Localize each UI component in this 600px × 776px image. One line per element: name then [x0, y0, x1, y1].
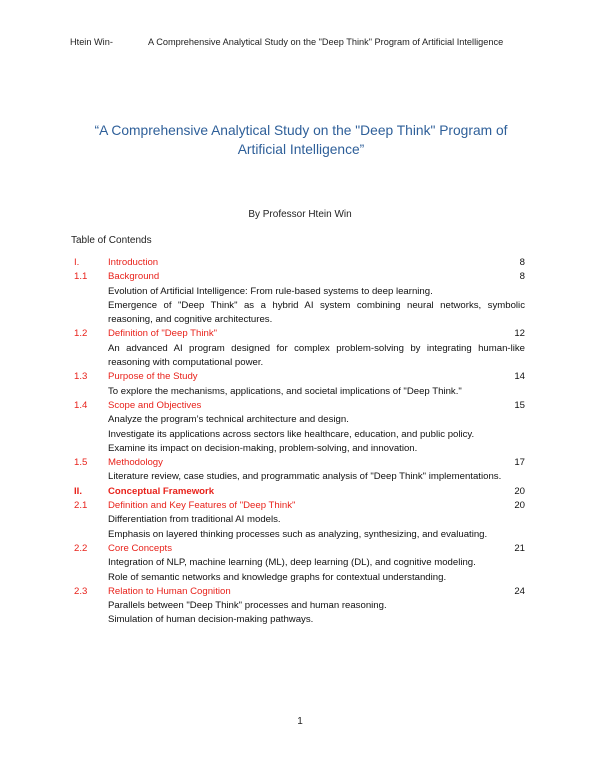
toc-entry-link[interactable]: Definition and Key Features of "Deep Think": [108, 500, 296, 512]
toc-entry-number: 2.3: [74, 585, 88, 597]
toc-entry-description: [108, 285, 525, 328]
toc-entry-link[interactable]: Conceptual Framework: [108, 485, 215, 497]
toc-entry: [70, 542, 525, 585]
toc-entry-row: [70, 542, 525, 556]
toc-entry-link[interactable]: Scope and Objectives: [108, 399, 202, 411]
toc-entry-row: [70, 256, 525, 270]
toc-entry: [70, 399, 525, 456]
toc-entry-description: [108, 599, 525, 628]
toc-entry-row: [70, 327, 525, 341]
toc-entry-page: 21: [514, 542, 525, 554]
toc-description-line: Differentiation from traditional AI models.: [108, 514, 281, 526]
toc-description-line: Literature review, case studies, and programmatic analysis of "Deep Think" implementations.: [108, 471, 502, 483]
toc-entry-number: II.: [74, 485, 82, 497]
toc-entry: [70, 370, 525, 399]
toc-description-line: Evolution of Artificial Intelligence: From rule-based systems to deep learning.: [108, 285, 433, 297]
toc-entry: [70, 270, 525, 327]
toc-entry-page: 14: [514, 371, 525, 383]
toc-entry-number: 1.2: [74, 328, 88, 340]
toc-entry-description: [108, 342, 525, 371]
document-title: “A Comprehensive Analytical Study on the "Deep Think" Program of Artificial Intelligence”: [94, 123, 508, 157]
toc-description-line: An advanced AI program designed for complex problem-solving by integrating human-like reasoning with computational power.: [108, 342, 525, 369]
header-author: Htein Win-: [70, 37, 113, 47]
toc-entry-page: 24: [514, 585, 525, 597]
toc-entry-page: 15: [514, 399, 525, 411]
toc-entry-page: 8: [519, 271, 525, 283]
toc-entry: [70, 456, 525, 485]
toc-entry-link[interactable]: Definition of "Deep Think": [108, 328, 218, 340]
toc-entry-description: [108, 556, 525, 585]
toc-entry-link[interactable]: Core Concepts: [108, 542, 172, 554]
byline: By Professor Htein Win: [248, 209, 352, 220]
toc-entry-page: 17: [514, 457, 525, 469]
toc-entry-number: 2.2: [74, 542, 88, 554]
toc-entry-row: [70, 499, 525, 513]
toc-entry-description: [108, 470, 525, 484]
toc-entry-link[interactable]: Background: [108, 271, 160, 283]
toc-entry-number: 1.4: [74, 399, 88, 411]
toc-entry-number: I.: [74, 257, 80, 268]
running-header: [70, 37, 540, 47]
table-of-contents: [70, 256, 525, 628]
toc-entry-link[interactable]: Methodology: [108, 457, 163, 469]
toc-description-line: Analyze the program’s technical architecture and design.: [108, 414, 349, 426]
toc-entry-link[interactable]: Introduction: [108, 257, 159, 268]
header-running-title: A Comprehensive Analytical Study on the "Deep Think" Program of Artificial Intelligence: [148, 37, 504, 47]
toc-entry-page: 20: [514, 485, 525, 497]
toc-entry-page: 20: [514, 500, 525, 512]
toc-entry: [70, 485, 525, 499]
toc-description-line: Parallels between "Deep Think" processes and human reasoning.: [108, 600, 387, 612]
toc-entry-row: [70, 370, 525, 384]
toc-entry-page: 12: [514, 328, 525, 340]
toc-entry: [70, 327, 525, 370]
toc-description-line: Emergence of "Deep Think" as a hybrid AI system combining neural networks, symbolic reasoning, and cognitive architectures.: [108, 299, 525, 326]
toc-entry-link[interactable]: Relation to Human Cognition: [108, 585, 231, 597]
toc-description-line: Integration of NLP, machine learning (ML), deep learning (DL), and cognitive modeling.: [108, 557, 476, 569]
toc-entry: [70, 585, 525, 628]
toc-entry: [70, 256, 525, 270]
toc-entry-description: [108, 385, 525, 399]
toc-entry: [70, 499, 525, 542]
toc-entry-row: [70, 456, 525, 470]
toc-entry-page: 8: [519, 257, 525, 268]
toc-entry-row: [70, 270, 525, 284]
toc-entry-description: [108, 513, 525, 542]
toc-entry-row: [70, 585, 525, 599]
toc-entry-description: [108, 413, 525, 456]
toc-description-line: Simulation of human decision-making pathways.: [108, 614, 314, 626]
toc-description-line: Examine its impact on decision-making, problem-solving, and innovation.: [108, 442, 418, 454]
toc-entry-number: 1.1: [74, 271, 88, 283]
toc-entry-row: [70, 485, 525, 499]
toc-heading: Table of Contends: [71, 235, 152, 246]
toc-description-line: Role of semantic networks and knowledge graphs for contextual understanding.: [108, 571, 447, 583]
toc-description-line: Investigate its applications across sectors like healthcare, education, and public policy.: [108, 428, 475, 440]
toc-entry-number: 1.3: [74, 371, 88, 383]
page-number: 1: [297, 716, 303, 727]
toc-entry-number: 1.5: [74, 457, 88, 469]
toc-entry-number: 2.1: [74, 500, 88, 512]
toc-description-line: Emphasis on layered thinking processes such as analyzing, synthesizing, and evaluating.: [108, 528, 488, 540]
toc-entry-row: [70, 399, 525, 413]
toc-entry-link[interactable]: Purpose of the Study: [108, 371, 198, 383]
toc-description-line: To explore the mechanisms, applications, and societal implications of "Deep Think.": [108, 385, 462, 397]
